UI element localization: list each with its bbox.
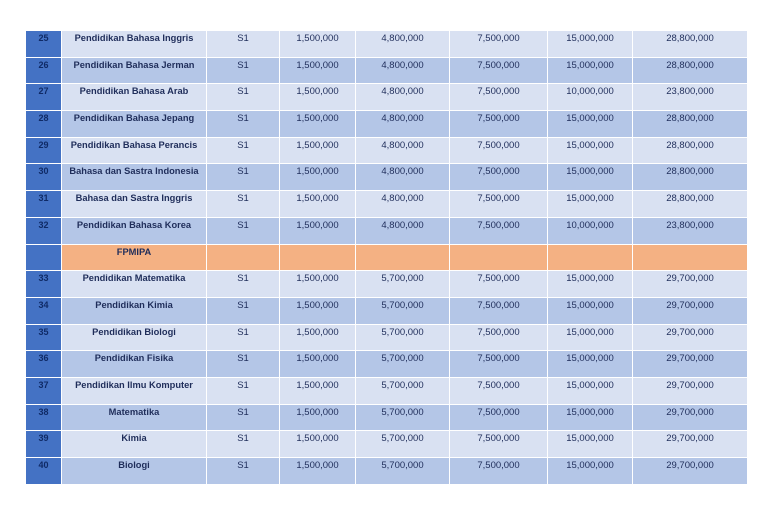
degree-level: S1: [207, 458, 280, 485]
row-number: [26, 244, 62, 271]
program-name: Pendidikan Matematika: [62, 271, 207, 298]
fee-column-4: 15,000,000: [548, 164, 633, 191]
fee-total: 23,800,000: [633, 84, 748, 111]
degree-level: S1: [207, 217, 280, 244]
fee-column-3: [450, 244, 548, 271]
table-row: [26, 297, 748, 324]
fee-total: 23,800,000: [633, 217, 748, 244]
row-number: 35: [26, 324, 62, 351]
fee-total: 29,700,000: [633, 431, 748, 458]
table-row: [26, 57, 748, 84]
table-row: [26, 217, 748, 244]
row-number: 30: [26, 164, 62, 191]
table-row: [26, 191, 748, 218]
fee-column-3: 7,500,000: [450, 217, 548, 244]
table-row: [26, 31, 748, 58]
table-row: [26, 111, 748, 138]
fee-column-1: 1,500,000: [280, 31, 356, 58]
table-row: [26, 458, 748, 485]
fee-column-4: 15,000,000: [548, 431, 633, 458]
tuition-table: [25, 30, 748, 485]
degree-level: S1: [207, 191, 280, 218]
degree-level: [207, 244, 280, 271]
fee-total: 28,800,000: [633, 57, 748, 84]
fee-total: 29,700,000: [633, 458, 748, 485]
fee-column-2: 4,800,000: [356, 31, 450, 58]
fee-column-3: 7,500,000: [450, 324, 548, 351]
fee-column-1: 1,500,000: [280, 377, 356, 404]
fee-column-2: 5,700,000: [356, 431, 450, 458]
fee-column-3: 7,500,000: [450, 351, 548, 378]
fee-column-4: 15,000,000: [548, 324, 633, 351]
fee-column-4: 15,000,000: [548, 458, 633, 485]
row-number: 25: [26, 31, 62, 58]
fee-column-2: 5,700,000: [356, 351, 450, 378]
fee-total: 28,800,000: [633, 31, 748, 58]
fee-column-4: 15,000,000: [548, 297, 633, 324]
fee-column-1: 1,500,000: [280, 57, 356, 84]
fee-column-1: [280, 244, 356, 271]
fee-column-2: 4,800,000: [356, 57, 450, 84]
row-number: 26: [26, 57, 62, 84]
fee-column-1: 1,500,000: [280, 137, 356, 164]
fee-column-1: 1,500,000: [280, 111, 356, 138]
degree-level: S1: [207, 137, 280, 164]
fee-column-4: 15,000,000: [548, 351, 633, 378]
degree-level: S1: [207, 164, 280, 191]
fee-column-2: 4,800,000: [356, 84, 450, 111]
fee-column-2: 5,700,000: [356, 458, 450, 485]
table-row: [26, 377, 748, 404]
degree-level: S1: [207, 31, 280, 58]
tuition-table-container: [25, 30, 747, 485]
fee-column-3: 7,500,000: [450, 164, 548, 191]
table-row: [26, 324, 748, 351]
fee-column-2: 5,700,000: [356, 271, 450, 298]
fee-total: 29,700,000: [633, 404, 748, 431]
program-name: Pendidikan Bahasa Perancis: [62, 137, 207, 164]
program-name: Pendidikan Bahasa Jepang: [62, 111, 207, 138]
program-name: Pendidikan Fisika: [62, 351, 207, 378]
fee-column-3: 7,500,000: [450, 84, 548, 111]
fee-column-2: [356, 244, 450, 271]
fee-column-2: 4,800,000: [356, 164, 450, 191]
fee-column-2: 4,800,000: [356, 217, 450, 244]
degree-level: S1: [207, 404, 280, 431]
fee-total: 28,800,000: [633, 111, 748, 138]
fee-column-3: 7,500,000: [450, 377, 548, 404]
fee-total: 28,800,000: [633, 137, 748, 164]
fee-column-3: 7,500,000: [450, 111, 548, 138]
fee-total: 28,800,000: [633, 191, 748, 218]
table-row: [26, 431, 748, 458]
table-row: [26, 164, 748, 191]
row-number: 40: [26, 458, 62, 485]
fee-column-4: 15,000,000: [548, 111, 633, 138]
degree-level: S1: [207, 57, 280, 84]
row-number: 27: [26, 84, 62, 111]
degree-level: S1: [207, 297, 280, 324]
row-number: 39: [26, 431, 62, 458]
fee-column-4: 15,000,000: [548, 57, 633, 84]
fee-column-4: 15,000,000: [548, 271, 633, 298]
program-name: Kimia: [62, 431, 207, 458]
row-number: 38: [26, 404, 62, 431]
degree-level: S1: [207, 271, 280, 298]
row-number: 29: [26, 137, 62, 164]
fee-total: 29,700,000: [633, 324, 748, 351]
fee-column-2: 4,800,000: [356, 191, 450, 218]
fee-column-1: 1,500,000: [280, 324, 356, 351]
fee-column-3: 7,500,000: [450, 458, 548, 485]
program-name: Bahasa dan Sastra Indonesia: [62, 164, 207, 191]
table-row: [26, 351, 748, 378]
row-number: 33: [26, 271, 62, 298]
fee-column-2: 5,700,000: [356, 377, 450, 404]
fee-column-3: 7,500,000: [450, 31, 548, 58]
table-body: [26, 31, 748, 485]
section-header-row: [26, 244, 748, 271]
program-name: Pendidikan Bahasa Arab: [62, 84, 207, 111]
program-name: Pendidikan Bahasa Jerman: [62, 57, 207, 84]
degree-level: S1: [207, 431, 280, 458]
fee-total: 29,700,000: [633, 351, 748, 378]
program-name: Pendidikan Kimia: [62, 297, 207, 324]
fee-column-1: 1,500,000: [280, 458, 356, 485]
table-row: [26, 404, 748, 431]
fee-total: 29,700,000: [633, 271, 748, 298]
table-row: [26, 271, 748, 298]
table-row: [26, 84, 748, 111]
fee-column-2: 4,800,000: [356, 111, 450, 138]
program-name: Pendidikan Ilmu Komputer: [62, 377, 207, 404]
program-name: Biologi: [62, 458, 207, 485]
degree-level: S1: [207, 351, 280, 378]
fee-column-4: 10,000,000: [548, 84, 633, 111]
fee-column-4: 15,000,000: [548, 191, 633, 218]
table-row: [26, 137, 748, 164]
fee-column-1: 1,500,000: [280, 84, 356, 111]
row-number: 37: [26, 377, 62, 404]
fee-total: [633, 244, 748, 271]
program-name: Pendidikan Bahasa Korea: [62, 217, 207, 244]
fee-column-3: 7,500,000: [450, 57, 548, 84]
program-name: Matematika: [62, 404, 207, 431]
fee-column-1: 1,500,000: [280, 431, 356, 458]
row-number: 36: [26, 351, 62, 378]
fee-total: 29,700,000: [633, 297, 748, 324]
fee-column-2: 5,700,000: [356, 297, 450, 324]
degree-level: S1: [207, 377, 280, 404]
degree-level: S1: [207, 84, 280, 111]
fee-column-1: 1,500,000: [280, 217, 356, 244]
fee-column-3: 7,500,000: [450, 297, 548, 324]
program-name: Pendidikan Bahasa Inggris: [62, 31, 207, 58]
fee-total: 28,800,000: [633, 164, 748, 191]
row-number: 34: [26, 297, 62, 324]
fee-column-1: 1,500,000: [280, 404, 356, 431]
row-number: 28: [26, 111, 62, 138]
fee-column-1: 1,500,000: [280, 297, 356, 324]
fee-column-3: 7,500,000: [450, 271, 548, 298]
fee-column-4: 15,000,000: [548, 377, 633, 404]
fee-column-3: 7,500,000: [450, 431, 548, 458]
program-name: Bahasa dan Sastra Inggris: [62, 191, 207, 218]
fee-column-4: [548, 244, 633, 271]
degree-level: S1: [207, 111, 280, 138]
program-name: FPMIPA: [62, 244, 207, 271]
fee-column-2: 5,700,000: [356, 324, 450, 351]
degree-level: S1: [207, 324, 280, 351]
fee-column-4: 15,000,000: [548, 31, 633, 58]
fee-column-3: 7,500,000: [450, 137, 548, 164]
row-number: 31: [26, 191, 62, 218]
fee-column-4: 10,000,000: [548, 217, 633, 244]
fee-total: 29,700,000: [633, 377, 748, 404]
fee-column-3: 7,500,000: [450, 191, 548, 218]
fee-column-1: 1,500,000: [280, 191, 356, 218]
fee-column-1: 1,500,000: [280, 164, 356, 191]
fee-column-4: 15,000,000: [548, 404, 633, 431]
fee-column-3: 7,500,000: [450, 404, 548, 431]
fee-column-2: 4,800,000: [356, 137, 450, 164]
fee-column-4: 15,000,000: [548, 137, 633, 164]
fee-column-2: 5,700,000: [356, 404, 450, 431]
fee-column-1: 1,500,000: [280, 271, 356, 298]
row-number: 32: [26, 217, 62, 244]
program-name: Pendidikan Biologi: [62, 324, 207, 351]
fee-column-1: 1,500,000: [280, 351, 356, 378]
